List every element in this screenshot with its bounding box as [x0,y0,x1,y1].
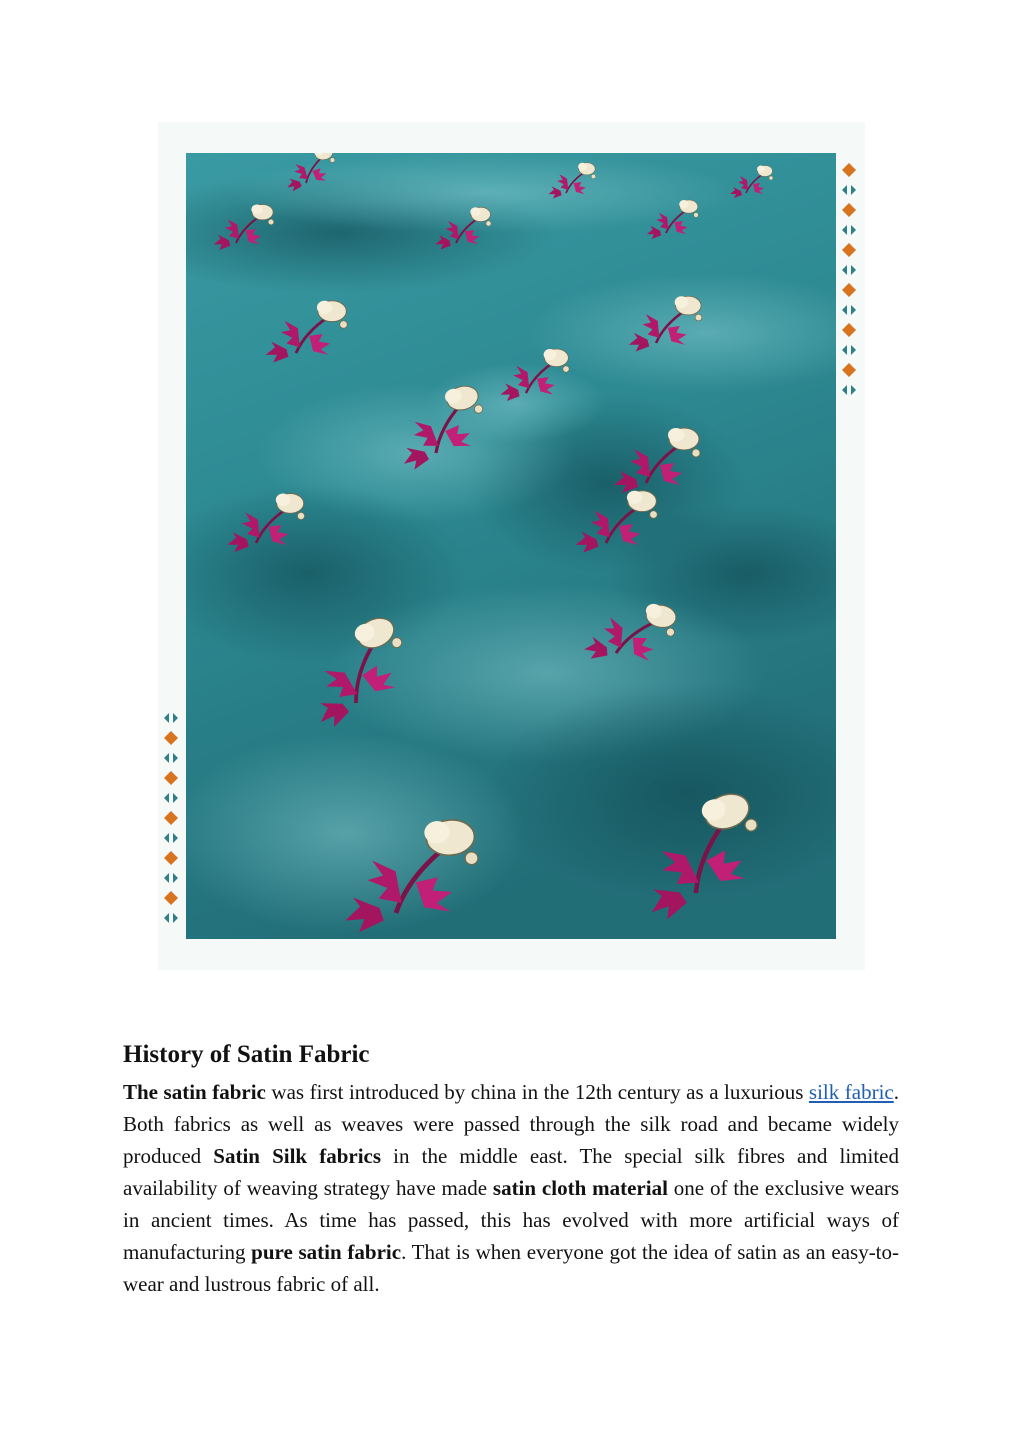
bold-term: The satin fabric [123,1080,266,1104]
decorative-border-right [838,160,860,410]
teal-arrow-icon [842,185,847,195]
teal-arrow-icon [164,833,169,843]
teal-arrow-icon [164,873,169,883]
teal-arrow-icon [164,913,169,923]
teal-arrow-icon [173,873,178,883]
orange-diamond-icon [842,283,856,297]
orange-diamond-icon [842,323,856,337]
diamond-motif-icon [160,708,182,940]
diamond-motif-icon [838,160,860,410]
teal-arrow-icon [842,305,847,315]
orange-diamond-icon [164,811,178,825]
teal-arrow-icon [173,713,178,723]
teal-arrow-icon [164,713,169,723]
history-paragraph: The satin fabric was first introduced by china in the 12th century as a luxurious silk fabric. Both fabrics as well as weaves were passed through the silk road and became widely produced Satin Silk fabrics in the middle east. The special silk fibres and limited availability of weaving strategy have made satin cloth material one of the exclusive wears in ancient times. As time has passed, this has evolved with more artificial ways of manufacturing pure satin fabric. That is when everyone got the idea of satin as an easy-to-wear and lustrous fabric of all. [123,1080,900,1296]
teal-arrow-icon [851,185,856,195]
orange-diamond-icon [842,163,856,177]
orange-diamond-icon [842,203,856,217]
teal-arrow-icon [851,265,856,275]
teal-arrow-icon [842,345,847,355]
teal-arrow-icon [851,345,856,355]
teal-arrow-icon [842,225,847,235]
section-heading: History of Satin Fabric [123,1041,370,1068]
teal-arrow-icon [173,793,178,803]
bold-term: satin cloth material [492,1176,668,1200]
orange-diamond-icon [842,243,856,257]
teal-arrow-icon [164,793,169,803]
orange-diamond-icon [842,363,856,377]
bold-term: pure satin fabric [251,1240,402,1264]
article-section [123,1038,899,1300]
orange-diamond-icon [164,891,178,905]
teal-arrow-icon [173,753,178,763]
teal-arrow-icon [842,385,847,395]
satin-fabric-photo [186,153,836,939]
teal-arrow-icon [173,913,178,923]
teal-arrow-icon [851,225,856,235]
teal-arrow-icon [851,305,856,315]
teal-arrow-icon [851,385,856,395]
teal-arrow-icon [842,265,847,275]
decorative-border-left [160,708,182,940]
orange-diamond-icon [164,851,178,865]
bold-term: Satin Silk fabrics [213,1144,382,1168]
orange-diamond-icon [164,731,178,745]
orange-diamond-icon [164,771,178,785]
teal-arrow-icon [164,753,169,763]
silk-fabric-link[interactable]: silk fabric [808,1080,894,1104]
teal-arrow-icon [173,833,178,843]
